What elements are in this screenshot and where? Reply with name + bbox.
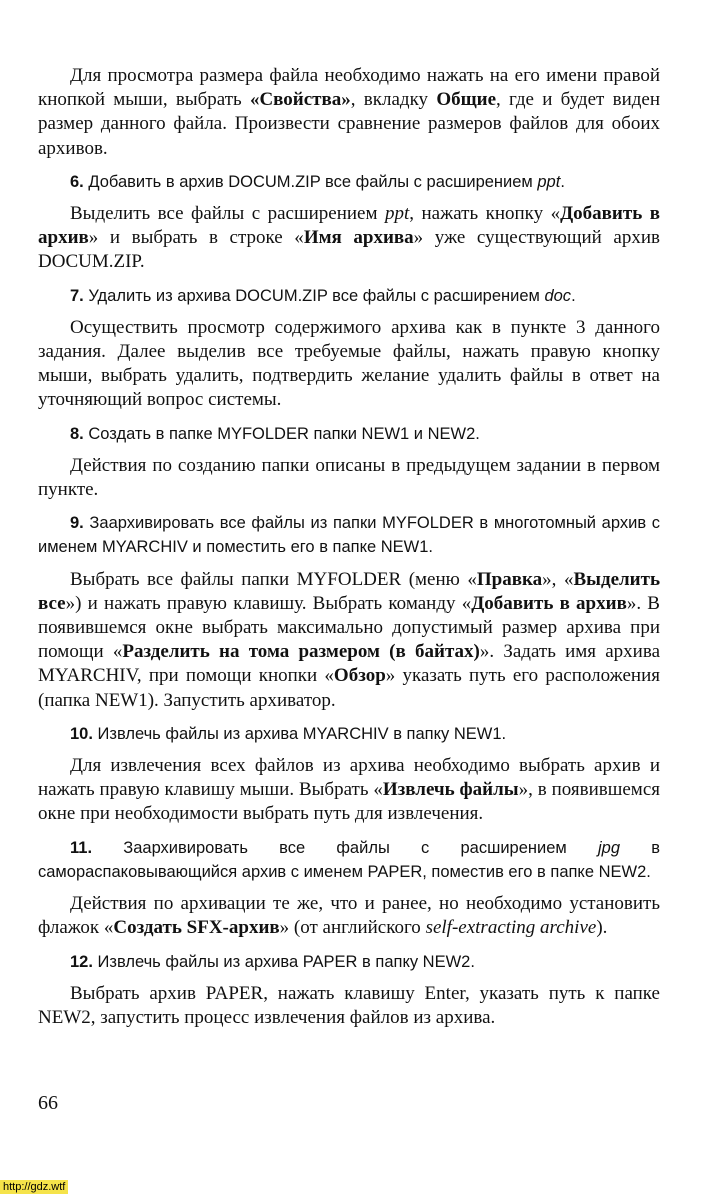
task-heading bbox=[38, 284, 660, 308]
text-run: Для извлечения всех файлов из архива необходимо выбрать архив и нажать правую клавишу мыши. Выбрать « bbox=[38, 755, 660, 801]
text-run: . bbox=[571, 286, 576, 305]
text-run: , где и будет виден размер данного файла. Произвести сравнение размеров файлов для обоих архивов. bbox=[38, 89, 660, 159]
text-run: Для просмотра размера файла необходимо нажать на его имени правой кнопкой мыши, выбрать bbox=[38, 65, 660, 111]
text-run: Осуществить просмотр содержимого архива как в пункте 3 данного задания. Далее выделив все требуемые файлы, нажать правую кнопку мыши, выбрать удалить, подтвердить желание удалить файлы в ответ на уточняющий вопрос системы. bbox=[38, 316, 660, 411]
page-body bbox=[38, 64, 660, 1030]
bold-text: Добавить в архив bbox=[38, 203, 660, 249]
text-run: Выбрать все файлы папки MYFOLDER (меню « bbox=[70, 568, 477, 590]
text-run: », « bbox=[542, 568, 574, 590]
bold-text: 12. bbox=[70, 952, 93, 971]
text-run: Заархивировать все файлы из папки MYFOLDER в многотомный архив с именем MYARCHIV и поместить его в папке NEW1. bbox=[38, 514, 660, 557]
text-run: », в появившемся окне при необходимости выбрать путь для извлечения. bbox=[38, 779, 660, 825]
text-run: » уже существующий архив DOCUM.ZIP. bbox=[38, 227, 660, 273]
text-run: » указать путь его расположения (папка NEW1). Запустить архиватор. bbox=[38, 665, 660, 711]
paragraph bbox=[38, 754, 660, 827]
bold-text: «Свойства» bbox=[249, 89, 351, 111]
bold-text: 10. bbox=[70, 724, 93, 743]
text-run: Извлечь файлы из архива MYARCHIV в папку NEW1. bbox=[92, 724, 507, 743]
bold-text: Выделить все bbox=[38, 568, 660, 614]
task-heading bbox=[38, 722, 660, 746]
text-run: , вкладку bbox=[350, 89, 437, 111]
italic-text: self-extracting archive bbox=[425, 917, 597, 939]
bold-text: 7. bbox=[70, 286, 84, 305]
bold-text: Имя архива bbox=[303, 227, 414, 249]
paragraph bbox=[38, 316, 660, 413]
text-run: Добавить в архив DOCUM.ZIP все файлы с расширением bbox=[83, 172, 538, 191]
watermark-link[interactable]: http://gdz.wtf bbox=[0, 1180, 68, 1194]
paragraph bbox=[38, 202, 660, 275]
italic-text: ppt bbox=[384, 203, 410, 225]
bold-text: Обзор bbox=[333, 665, 386, 687]
bold-text: 8. bbox=[70, 424, 84, 443]
text-run: ). bbox=[596, 917, 608, 939]
paragraph bbox=[38, 568, 660, 713]
bold-text: Извлечь файлы bbox=[382, 779, 519, 801]
task-heading bbox=[38, 950, 660, 974]
text-run: Создать в папке MYFOLDER папки NEW1 и NEW2. bbox=[83, 424, 480, 443]
text-run: Удалить из архива DOCUM.ZIP все файлы с расширением bbox=[83, 286, 545, 305]
text-run: » (от английского bbox=[279, 917, 426, 939]
bold-text: Правка bbox=[476, 568, 543, 590]
text-run: Заархивировать все файлы с расширением bbox=[92, 838, 598, 857]
text-run: Выделить все файлы с расширением bbox=[70, 203, 385, 225]
bold-text: Разделить на тома размером (в байтах) bbox=[122, 641, 480, 663]
task-heading bbox=[38, 836, 660, 884]
text-run: . bbox=[560, 172, 565, 191]
bold-text: Добавить в архив bbox=[471, 592, 627, 614]
text-run: Действия по созданию папки описаны в предыдущем задании в первом пункте. bbox=[38, 454, 660, 501]
text-run: ») и нажать правую клавишу. Выбрать команду « bbox=[65, 592, 472, 614]
text-run: » и выбрать в строке « bbox=[88, 227, 304, 249]
paragraph bbox=[38, 982, 660, 1030]
text-run: ». Задать имя архива MYARCHIV, при помощи кнопки « bbox=[38, 641, 661, 687]
text-run: Действия по архивации те же, что и ранее, но необходимо установить флажок « bbox=[38, 893, 660, 939]
text-run: ». В появившемся окне выбрать максимально допустимый размер архива при помощи « bbox=[38, 592, 660, 663]
bold-text: Создать SFX-архив bbox=[113, 917, 280, 939]
text-run: Выбрать архив PAPER, нажать клавишу Enter, указать путь к папке NEW2, запустить процесс извлечения файлов из архива. bbox=[38, 982, 660, 1028]
task-heading bbox=[38, 422, 660, 446]
bold-text: Общие bbox=[436, 89, 497, 111]
italic-text: ppt bbox=[537, 172, 561, 191]
italic-text: jpg bbox=[597, 838, 621, 857]
paragraph bbox=[38, 64, 660, 161]
text-run: , нажать кнопку « bbox=[409, 203, 561, 225]
paragraph bbox=[38, 892, 660, 940]
page-number: 66 bbox=[38, 1092, 58, 1114]
bold-text: 11. bbox=[70, 838, 93, 857]
text-run: Извлечь файлы из архива PAPER в папку NEW2. bbox=[92, 952, 475, 971]
bold-text: 9. bbox=[70, 514, 84, 533]
task-heading bbox=[38, 511, 660, 559]
italic-text: doc bbox=[544, 286, 572, 305]
text-run: в самораспаковывающийся архив с именем PAPER, поместив его в папке NEW2. bbox=[38, 838, 660, 881]
task-heading bbox=[38, 170, 660, 194]
paragraph bbox=[38, 454, 660, 502]
bold-text: 6. bbox=[70, 172, 84, 191]
